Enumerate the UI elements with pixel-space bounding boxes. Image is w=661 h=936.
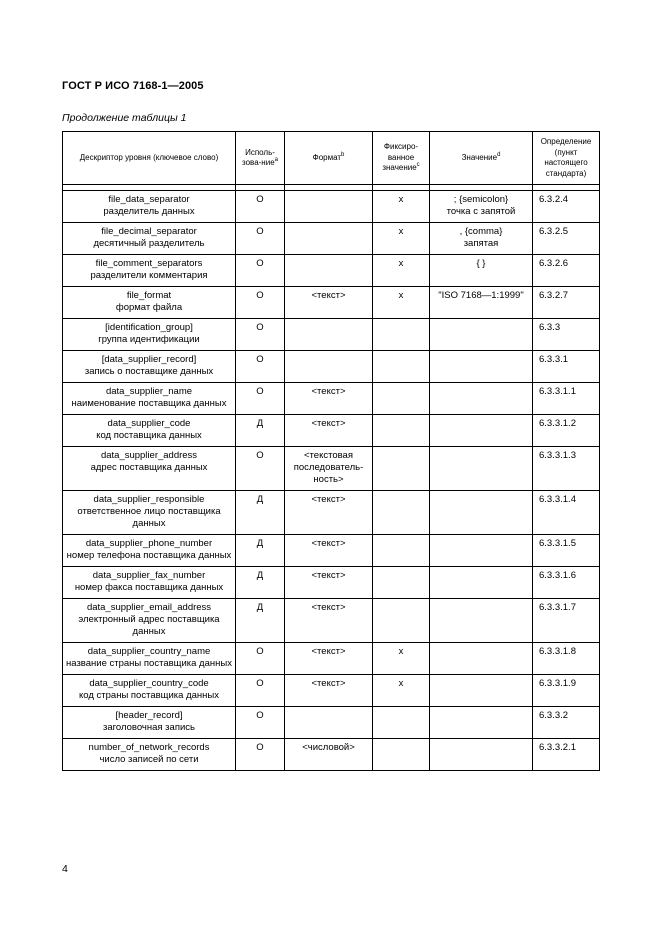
col-definition-header: Определение (пункт настоящего стандарта) <box>533 132 600 185</box>
fixed-cell <box>373 319 430 351</box>
table-row <box>63 255 600 287</box>
page-number: 4 <box>62 863 68 875</box>
keyword-text: data_supplier_name <box>105 386 193 397</box>
keyword-text: data_supplier_country_name <box>87 646 211 657</box>
fixed-cell <box>373 707 430 739</box>
table-caption: Продолжение таблицы 1 <box>62 112 187 124</box>
descriptor-cell <box>63 491 236 535</box>
value-cell: ; {semicolon} точка с запятой <box>430 191 533 223</box>
descriptor-cell <box>63 351 236 383</box>
table-row <box>63 287 600 319</box>
descriptor-text: десятичный разделитель <box>93 238 205 249</box>
col-format-header: Формат$^b$ <box>285 132 373 185</box>
descriptor-text: число записей по сети <box>99 754 199 765</box>
fixed-cell: x <box>373 643 430 675</box>
table-row <box>63 567 600 599</box>
definition-ref-cell: 6.3.3.1 <box>533 351 600 383</box>
fixed-cell <box>373 447 430 491</box>
table-row <box>63 491 600 535</box>
value-cell: , {comma} запятая <box>430 223 533 255</box>
format-cell <box>285 191 373 223</box>
definition-ref-cell: 6.3.3.1.7 <box>533 599 600 643</box>
descriptor-cell <box>63 447 236 491</box>
format-cell <box>285 255 373 287</box>
descriptor-cell <box>63 287 236 319</box>
definition-ref-cell: 6.3.2.6 <box>533 255 600 287</box>
document-header: ГОСТ Р ИСО 7168-1—2005 <box>62 80 204 92</box>
table-row <box>63 319 600 351</box>
usage-cell: Д <box>236 491 285 535</box>
descriptor-cell <box>63 535 236 567</box>
format-cell: <текст> <box>285 383 373 415</box>
usage-cell: O <box>236 255 285 287</box>
keyword-text: data_supplier_responsible <box>93 494 205 505</box>
format-cell: <текст> <box>285 675 373 707</box>
fixed-cell: x <box>373 287 430 319</box>
value-cell <box>430 739 533 771</box>
definition-ref-cell: 6.3.3.2 <box>533 707 600 739</box>
descriptor-cell <box>63 319 236 351</box>
keyword-text: file_format <box>126 290 172 301</box>
definition-ref-cell: 6.3.2.5 <box>533 223 600 255</box>
format-cell: <текст> <box>285 643 373 675</box>
format-cell: <текст> <box>285 535 373 567</box>
value-cell <box>430 535 533 567</box>
usage-cell: O <box>236 707 285 739</box>
keyword-text: data_supplier_code <box>107 418 191 429</box>
definition-ref-cell: 6.3.3.1.8 <box>533 643 600 675</box>
usage-cell: O <box>236 447 285 491</box>
descriptor-text: формат файла <box>115 302 183 313</box>
keyword-text: number_of_network_records <box>88 742 210 753</box>
definition-ref-cell: 6.3.3.1.2 <box>533 415 600 447</box>
usage-cell: Д <box>236 535 285 567</box>
format-cell: <текст> <box>285 567 373 599</box>
descriptor-text: заголовочная запись <box>103 722 195 733</box>
keyword-text: data_supplier_country_code <box>89 678 209 689</box>
descriptor-cell <box>63 675 236 707</box>
format-cell: <текст> <box>285 287 373 319</box>
format-cell <box>285 707 373 739</box>
format-cell: <числовой> <box>285 739 373 771</box>
format-cell <box>285 223 373 255</box>
value-cell <box>430 599 533 643</box>
descriptor-text: код страны поставщика данных <box>79 690 219 701</box>
fixed-cell: x <box>373 223 430 255</box>
table-row <box>63 643 600 675</box>
table-row <box>63 383 600 415</box>
fixed-cell <box>373 567 430 599</box>
definition-ref-cell: 6.3.3.1.1 <box>533 383 600 415</box>
table-row <box>63 707 600 739</box>
format-cell <box>285 319 373 351</box>
table-row <box>63 415 600 447</box>
usage-cell: O <box>236 643 285 675</box>
descriptor-cell <box>63 643 236 675</box>
table-row <box>63 223 600 255</box>
value-cell <box>430 567 533 599</box>
definition-ref-cell: 6.3.3.1.5 <box>533 535 600 567</box>
definition-ref-cell: 6.3.3.1.6 <box>533 567 600 599</box>
col-fixed-header: Фиксиро-ванное значение$^c$ <box>373 132 430 185</box>
table-row <box>63 535 600 567</box>
fixed-cell <box>373 415 430 447</box>
descriptor-text: название страны поставщика данных <box>66 658 232 669</box>
keyword-text: data_supplier_phone_number <box>85 538 213 549</box>
table-row <box>63 191 600 223</box>
fixed-cell: x <box>373 255 430 287</box>
value-cell <box>430 383 533 415</box>
table-row <box>63 351 600 383</box>
value-cell <box>430 675 533 707</box>
descriptor-text: электронный адрес поставщика данных <box>78 614 220 637</box>
fixed-cell <box>373 535 430 567</box>
value-cell <box>430 415 533 447</box>
value-cell <box>430 643 533 675</box>
value-cell <box>430 351 533 383</box>
definition-ref-cell: 6.3.2.4 <box>533 191 600 223</box>
fixed-cell <box>373 351 430 383</box>
table-row <box>63 739 600 771</box>
keyword-text: data_supplier_address <box>100 450 198 461</box>
usage-cell: O <box>236 739 285 771</box>
fixed-cell <box>373 599 430 643</box>
keyword-text: [data_supplier_record] <box>101 354 197 365</box>
table-row <box>63 447 600 491</box>
usage-cell: O <box>236 287 285 319</box>
format-cell: <текстовая последователь-ность> <box>285 447 373 491</box>
usage-cell: O <box>236 351 285 383</box>
descriptor-text: код поставщика данных <box>96 430 202 441</box>
descriptor-table <box>62 131 600 771</box>
descriptor-text: разделители комментария <box>90 270 208 281</box>
format-cell: <текст> <box>285 491 373 535</box>
table-row <box>63 599 600 643</box>
keyword-text: [identification_group] <box>105 322 193 333</box>
descriptor-cell <box>63 223 236 255</box>
usage-cell: Д <box>236 599 285 643</box>
descriptor-text: разделитель данных <box>103 206 195 217</box>
fixed-cell <box>373 383 430 415</box>
keyword-text: file_data_separator <box>108 194 190 205</box>
fixed-cell <box>373 491 430 535</box>
value-cell: "ISO 7168—1:1999" <box>430 287 533 319</box>
table-row <box>63 675 600 707</box>
definition-ref-cell: 6.3.3.1.4 <box>533 491 600 535</box>
descriptor-cell <box>63 599 236 643</box>
usage-cell: Д <box>236 567 285 599</box>
format-cell: <текст> <box>285 415 373 447</box>
descriptor-cell <box>63 739 236 771</box>
usage-cell: O <box>236 191 285 223</box>
table-header-row <box>63 132 600 185</box>
fixed-cell: x <box>373 675 430 707</box>
keyword-text: file_decimal_separator <box>101 226 197 237</box>
usage-cell: O <box>236 383 285 415</box>
descriptor-cell <box>63 415 236 447</box>
descriptor-text: номер телефона поставщика данных <box>66 550 232 561</box>
definition-ref-cell: 6.3.2.7 <box>533 287 600 319</box>
descriptor-cell <box>63 567 236 599</box>
descriptor-text: номер факса поставщика данных <box>74 582 224 593</box>
value-cell <box>430 447 533 491</box>
usage-cell: O <box>236 675 285 707</box>
format-cell <box>285 351 373 383</box>
col-descriptor-header: Дескриптор уровня (ключевое слово) <box>63 132 236 185</box>
descriptor-text: адрес поставщика данных <box>90 462 208 473</box>
value-cell <box>430 491 533 535</box>
fixed-cell <box>373 739 430 771</box>
keyword-text: data_supplier_email_address <box>86 602 212 613</box>
keyword-text: file_comment_separators <box>95 258 203 269</box>
fixed-cell: x <box>373 191 430 223</box>
descriptor-cell <box>63 255 236 287</box>
descriptor-text: группа идентификации <box>98 334 200 345</box>
descriptor-cell <box>63 191 236 223</box>
col-usage-header: Исполь-зова-ние$^a$ <box>236 132 285 185</box>
value-cell: { } <box>430 255 533 287</box>
usage-cell: Д <box>236 415 285 447</box>
usage-cell: O <box>236 223 285 255</box>
descriptor-cell <box>63 383 236 415</box>
definition-ref-cell: 6.3.3.1.9 <box>533 675 600 707</box>
definition-ref-cell: 6.3.3.1.3 <box>533 447 600 491</box>
value-cell <box>430 319 533 351</box>
descriptor-text: наименование поставщика данных <box>71 398 227 409</box>
col-value-header: Значение$^d$ <box>430 132 533 185</box>
descriptor-text: запись о поставщике данных <box>84 366 214 377</box>
value-cell <box>430 707 533 739</box>
usage-cell: O <box>236 319 285 351</box>
keyword-text: [header_record] <box>115 710 183 721</box>
definition-ref-cell: 6.3.3 <box>533 319 600 351</box>
keyword-text: data_supplier_fax_number <box>92 570 206 581</box>
definition-ref-cell: 6.3.3.2.1 <box>533 739 600 771</box>
descriptor-cell <box>63 707 236 739</box>
descriptor-text: ответственное лицо поставщика данных <box>77 506 221 529</box>
format-cell: <текст> <box>285 599 373 643</box>
